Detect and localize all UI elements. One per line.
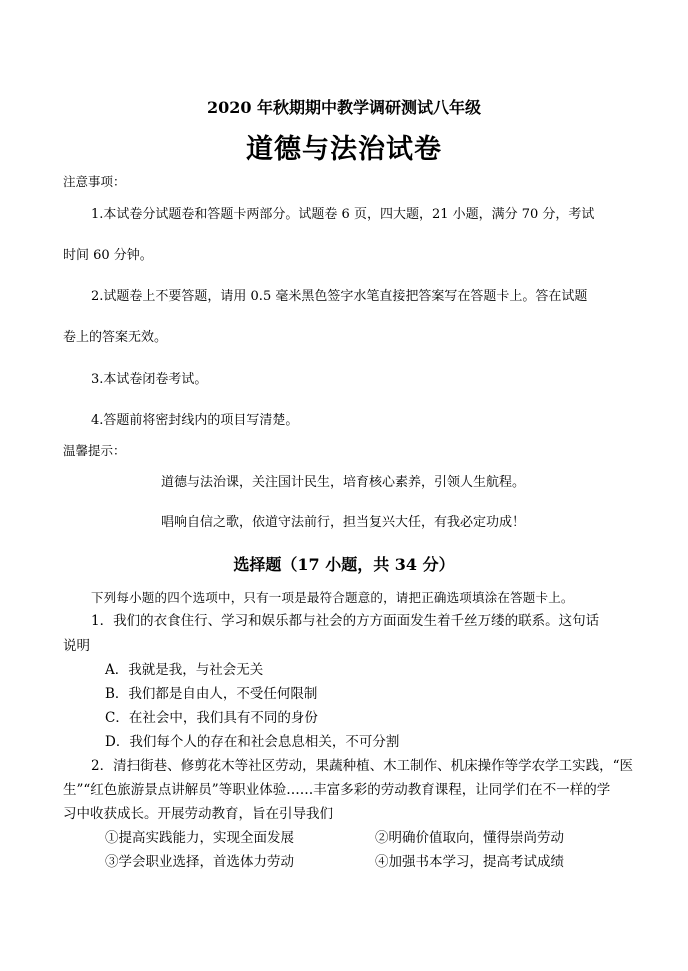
notice-item-2-line1: 2.试题卷上不要答题，请用 0.5 毫米黑色签字水笔直接把答案写在答题卡上。答在试题: [91, 289, 588, 304]
notice-item-4: 4.答题前将密封线内的项目写清楚。: [91, 413, 299, 428]
q1-option-a: A．我就是我，与社会无关: [105, 662, 264, 678]
q1-option-d: D．我们每个人的存在和社会息息相关，不可分割: [105, 734, 400, 750]
q2-choice-2: ②明确价值取向，懂得崇尚劳动: [375, 830, 564, 846]
q2-choice-3: ③学会职业选择，首选体力劳动: [105, 854, 294, 870]
q2-choice-1: ①提高实践能力，实现全面发展: [105, 830, 294, 846]
tips-heading: 温馨提示：: [63, 443, 126, 458]
exam-title: 道德与法治试卷: [246, 134, 442, 165]
tips-line-1: 道德与法治课，关注国计民生，培育核心素养，引领人生航程。: [161, 475, 526, 490]
notice-item-1-line1: 1.本试卷分试题卷和答题卡两部分。试题卷 6 页，四大题，21 小题，满分 70 分，考试: [91, 207, 595, 222]
q1-stem-line1: 1．我们的衣食住行、学习和娱乐都与社会的方方面面发生着千丝万缕的联系。这句话: [91, 613, 600, 629]
exam-subtitle: 2020 年秋期期中教学调研测试八年级: [206, 98, 482, 117]
q2-choice-4: ④加强书本学习，提高考试成绩: [375, 854, 564, 870]
q2-stem-line1: 2．清扫街巷、修剪花木等社区劳动，果蔬种植、木工制作、机床操作等学农学工实践，“医: [91, 758, 633, 774]
notice-item-3: 3.本试卷闭卷考试。: [91, 372, 208, 387]
tips-line-2: 唱响自信之歌，依道守法前行，担当复兴大任，有我必定功成！: [161, 515, 526, 530]
section-instruction: 下列每小题的四个选项中，只有一项是最符合题意的，请把正确选项填涂在答题卡上。: [91, 590, 574, 605]
q1-stem-line2: 说明: [63, 638, 90, 654]
notice-item-1-line2: 时间 60 分钟。: [63, 248, 153, 263]
q2-stem-line2: 生”“红色旅游景点讲解员”等职业体验……丰富多彩的劳动教育课程，让同学们在不一样的学: [63, 782, 611, 798]
notice-heading: 注意事项：: [63, 174, 126, 189]
notice-item-2-line2: 卷上的答案无效。: [63, 330, 168, 345]
q1-option-c: C．在社会中，我们具有不同的身份: [105, 710, 318, 726]
q1-option-b: B．我们都是自由人，不受任何限制: [105, 686, 318, 702]
q2-stem-line3: 习中收获成长。开展劳动教育，旨在引导我们: [63, 806, 333, 822]
section-title: 选择题（17 小题，共 34 分）: [233, 555, 455, 574]
